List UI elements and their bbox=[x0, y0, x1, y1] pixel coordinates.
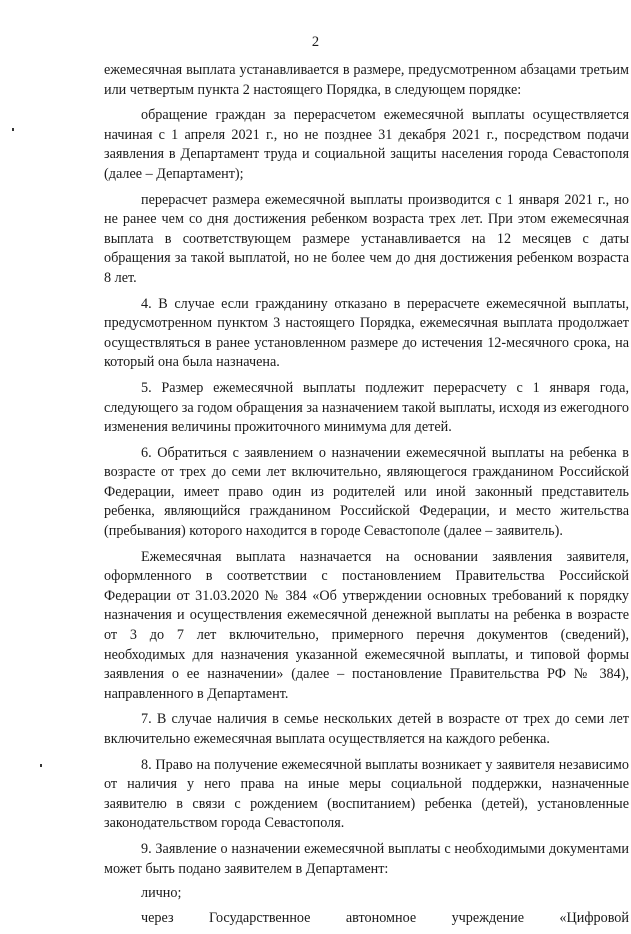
paragraph-item-9: 9. Заявление о назначении ежемесячной выплаты с необходимыми документами может быть подано заявителем в Департамент: bbox=[104, 840, 629, 877]
paragraph-application-period: обращение граждан за перерасчетом ежемесячной выплаты осуществляется начиная с 1 апреля 2021 г., но не позднее 31 декабря 2021 г., посредством подачи заявления в Департамент труда и социальной защиты населения города Севастополя (далее – Департамент); bbox=[104, 107, 629, 182]
list-item-in-person: лично; bbox=[141, 885, 182, 902]
paragraph-continuation: ежемесячная выплата устанавливается в размере, предусмотренном абзацами третьим или четвертым пункта 2 настоящего Порядка, в следующем порядке: bbox=[104, 62, 629, 98]
paragraph-item-4: 4. В случае если гражданину отказано в перерасчете ежемесячной выплаты, предусмотренном пунктом 3 настоящего Порядка, ежемесячная выплата продолжает осуществляться в ранее установленном размере до истечения 12-месячного срока, на который она была назначена. bbox=[104, 295, 629, 371]
document-body bbox=[104, 61, 629, 934]
paragraph-item-6: 6. Обратиться с заявлением о назначении ежемесячной выплаты на ребенка в возрасте от трех до семи лет включительно, являющегося гражданином Российской Федерации, имеет право один из родителей или иной законный представитель ребенка, являющийся гражданином Российской Федерации, и место жительства (пребывания) которого находится в городе Севастополе (далее – заявитель). bbox=[104, 444, 629, 540]
page-number: 2 bbox=[311, 34, 320, 50]
list-item-via-institution: через Государственное автономное учреждение «Цифровой bbox=[141, 909, 629, 926]
paragraph-item-7: 7. В случае наличия в семье нескольких детей в возрасте от трех до семи лет включительно ежемесячная выплата осуществляется на каждого ребенка. bbox=[104, 711, 629, 747]
paragraph-item-5: 5. Размер ежемесячной выплаты подлежит перерасчету с 1 января года, следующего за годом обращения за назначением такой выплаты, исходя из ежегодного изменения величины прожиточного минимума для детей. bbox=[104, 379, 629, 436]
margin-mark-bottom bbox=[40, 764, 42, 767]
paragraph-item-6-application: Ежемесячная выплата назначается на основании заявления заявителя, оформленного в соответствии с постановлением Правительства Российской Федерации от 31.03.2020 № 384 «Об утверждении основных требований к порядку назначения и осуществления ежемесячной денежной выплаты на ребенка в возрасте от 3 до 7 лет включительно, примерного перечня документов (сведений), необходимых для назначения указанной ежемесячной выплаты, и типовой формы заявления о ее назначении» (далее – постановление Правительства РФ № 384), направленного в Департамент. bbox=[104, 548, 629, 702]
paragraph-item-8: 8. Право на получение ежемесячной выплаты возникает у заявителя независимо от наличия у него права на иные меры социальной поддержки, назначенные заявителю в связи с рождением (воспитанием) ребенка (детей), установленные законодательством города Севастополя. bbox=[104, 756, 629, 832]
paragraph-recalculation: перерасчет размера ежемесячной выплаты производится с 1 января 2021 г., но не ранее чем со дня достижения ребенком возраста трех лет. При этом ежемесячная выплата в соответствующем размере устанавливается на 12 месяцев с даты обращения за такой выплатой, но не более чем до дня достижения ребенком возраста 8 лет. bbox=[104, 191, 629, 286]
margin-mark-top bbox=[12, 128, 14, 131]
